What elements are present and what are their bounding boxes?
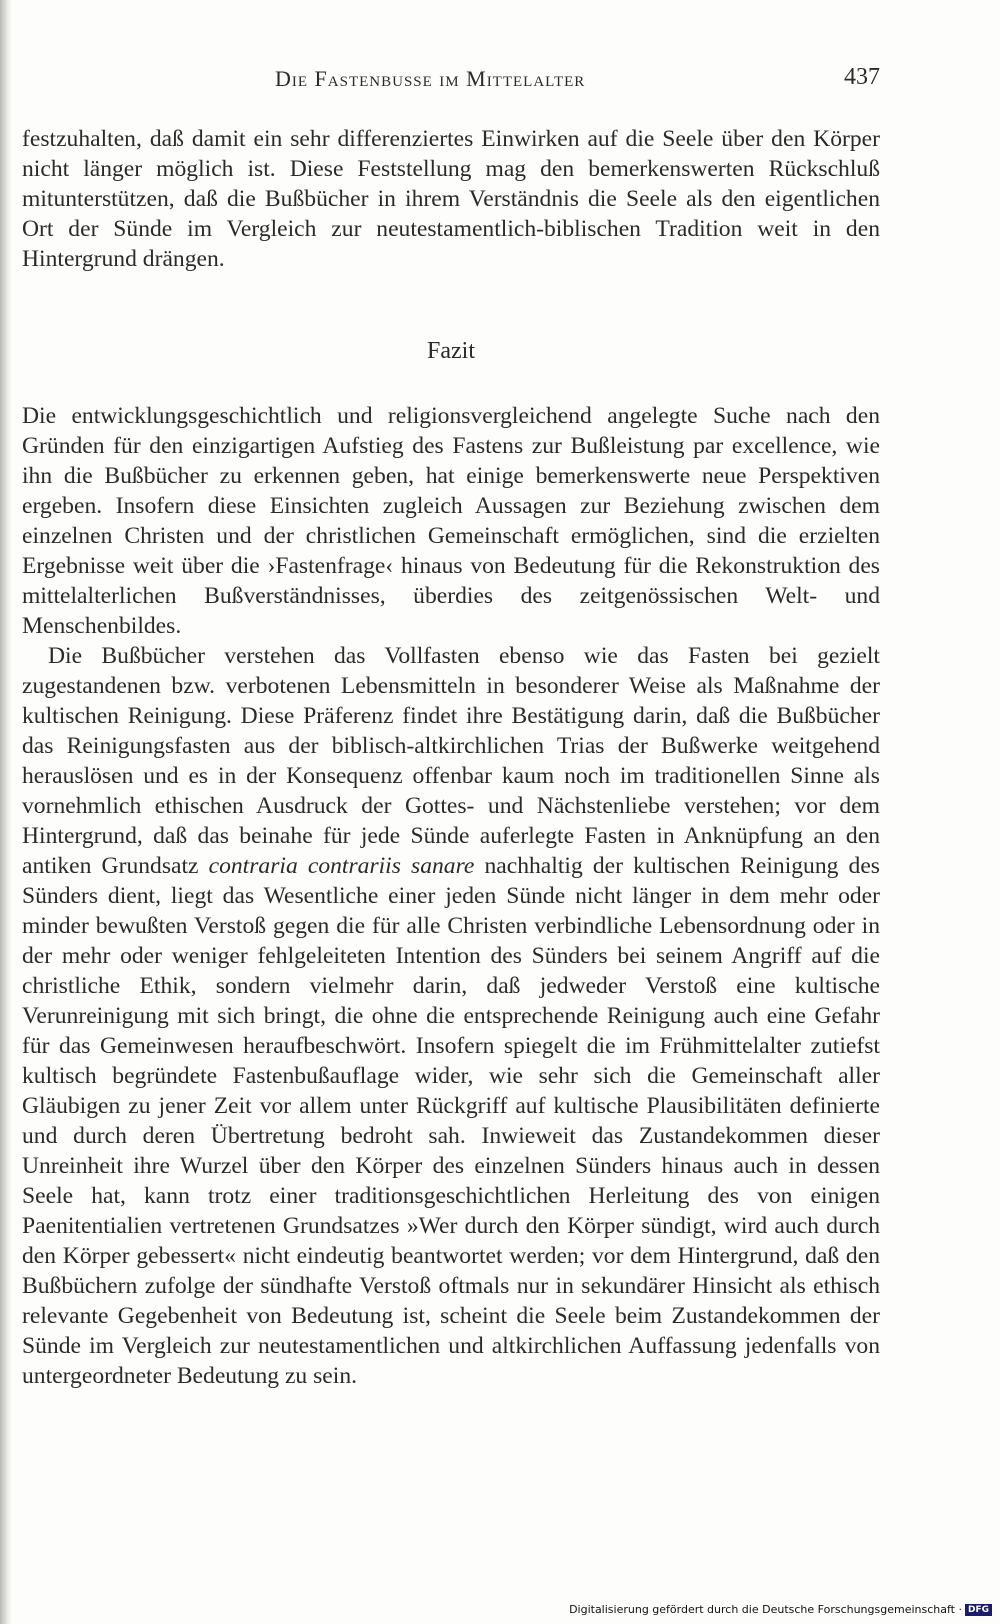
page-number: 437: [844, 64, 880, 90]
paragraph-text: nachhaltig der kultischen Reinigung des Sünders dient, liegt das Wesentliche einer jeden Sünde nicht länger in dem mehr oder minder bewußten Verstoß gegen die für alle Christen verbindliche Lebensordnung oder in der mehr oder weniger fehlgeleiteten Intention des Sünders bei seinem Angriff auf die christliche Ethik, sondern vielmehr darin, daß jedweder Verstoß eine kultische Verunreinigung mit sich bringt, die ohne die entsprechende Reinigung auch eine Gefahr für das Gemeinwesen heraufbeschwört. Insofern spiegelt die im Frühmittelalter zutiefst kultisch begründete Fastenbußauflage wider, wie sehr sich die Gemeinschaft aller Gläubigen zu jener Zeit vor allem unter Rückgriff auf kultische Plausibilitäten definierte und durch deren Übertretung bedroht sah. Inwieweit das Zustandekommen dieser Unreinheit ihre Wurzel über den Körper des einzelnen Sünders hinaus auch in dessen Seele hat, kann trotz einer traditionsgeschichtlichen Herleitung des von einigen Paenitentialien vertretenen Grundsatzes »Wer durch den Körper sündigt, wird auch durch den Körper gebessert« nicht eindeutig beantwortet werden; vor dem Hintergrund, daß den Bußbüchern zufolge der sündhafte Verstoß oftmals nur in sekundärer Hinsicht als ethisch relevante Gegebenheit von Bedeutung ist, scheint die Seele beim Zustandekommen der Sünde im Vergleich zur neutestamentlichen und altkirchlichen Auffassung jedenfalls von untergeordneter Bedeutung zu sein.: [22, 853, 880, 1389]
running-head-title: Die Fastenbusse im Mittelalter: [275, 66, 586, 91]
paragraph-text: Die Bußbücher verstehen das Vollfasten ebenso wie das Fasten bei gezielt zugestandenen bzw. verbotenen Lebensmitteln in besonderer Weise als Maßnahme der kultischen Reinigung. Diese Präferenz findet ihre Bestätigung darin, daß die Bußbücher das Reinigungsfasten aus der biblisch-altkirchlichen Trias der Bußwerke weitgehend herauslösen und es in der Konsequenz offenbar kaum noch im traditionellen Sinne als vornehmlich ethischen Ausdruck der Gottes- und Nächstenliebe verstehen; vor dem Hintergrund, daß das beinahe für jede Sünde auferlegte Fasten in Anknüpfung an den antiken Grundsatz: [22, 643, 880, 879]
paragraph-fazit-1: Die entwicklungsgeschichtlich und religionsvergleichend angelegte Suche nach den Gründen für den einzigartigen Aufstieg des Fastens zur Bußleistung par excellence, wie ihn die Bußbücher zu erkennen geben, hat einige bemerkenswerte neue Perspektiven ergeben. Insofern diese Einsichten zugleich Aussagen zur Beziehung zwischen dem einzelnen Christen und der christlichen Gemeinschaft ermöglichen, sind die erzielten Ergebnisse weit über die ›Fastenfrage‹ hinaus von Bedeutung für die Rekonstruktion des mittelalterlichen Bußverständnisses, überdies des zeitgenössischen Welt- und Menschenbildes.: [22, 403, 880, 639]
paragraph-fazit-2: [22, 641, 880, 1391]
book-page: [22, 62, 880, 1391]
dfg-logo: DFG: [965, 1604, 992, 1616]
footer-text: Digitalisierung gefördert durch die Deutsche Forschungsgemeinschaft ·: [569, 1603, 962, 1616]
running-head: [22, 62, 880, 96]
latin-phrase: contraria contrariis sanare: [208, 853, 475, 879]
paragraph-continuation: festzuhalten, daß damit ein sehr differenziertes Einwirken auf die Seele über den Körper nicht länger möglich ist. Diese Feststellung mag den bemerkenswerten Rückschluß mitunterstützen, daß die Bußbücher in ihrem Verständnis die Seele als den eigentlichen Ort der Sünde im Vergleich zur neutestamentlich-biblischen Tradition weit in den Hintergrund drängen.: [22, 126, 880, 272]
scan-edge-shadow: [0, 0, 12, 1624]
section-heading: Fazit: [427, 338, 475, 364]
digitization-footer: [569, 1603, 992, 1616]
